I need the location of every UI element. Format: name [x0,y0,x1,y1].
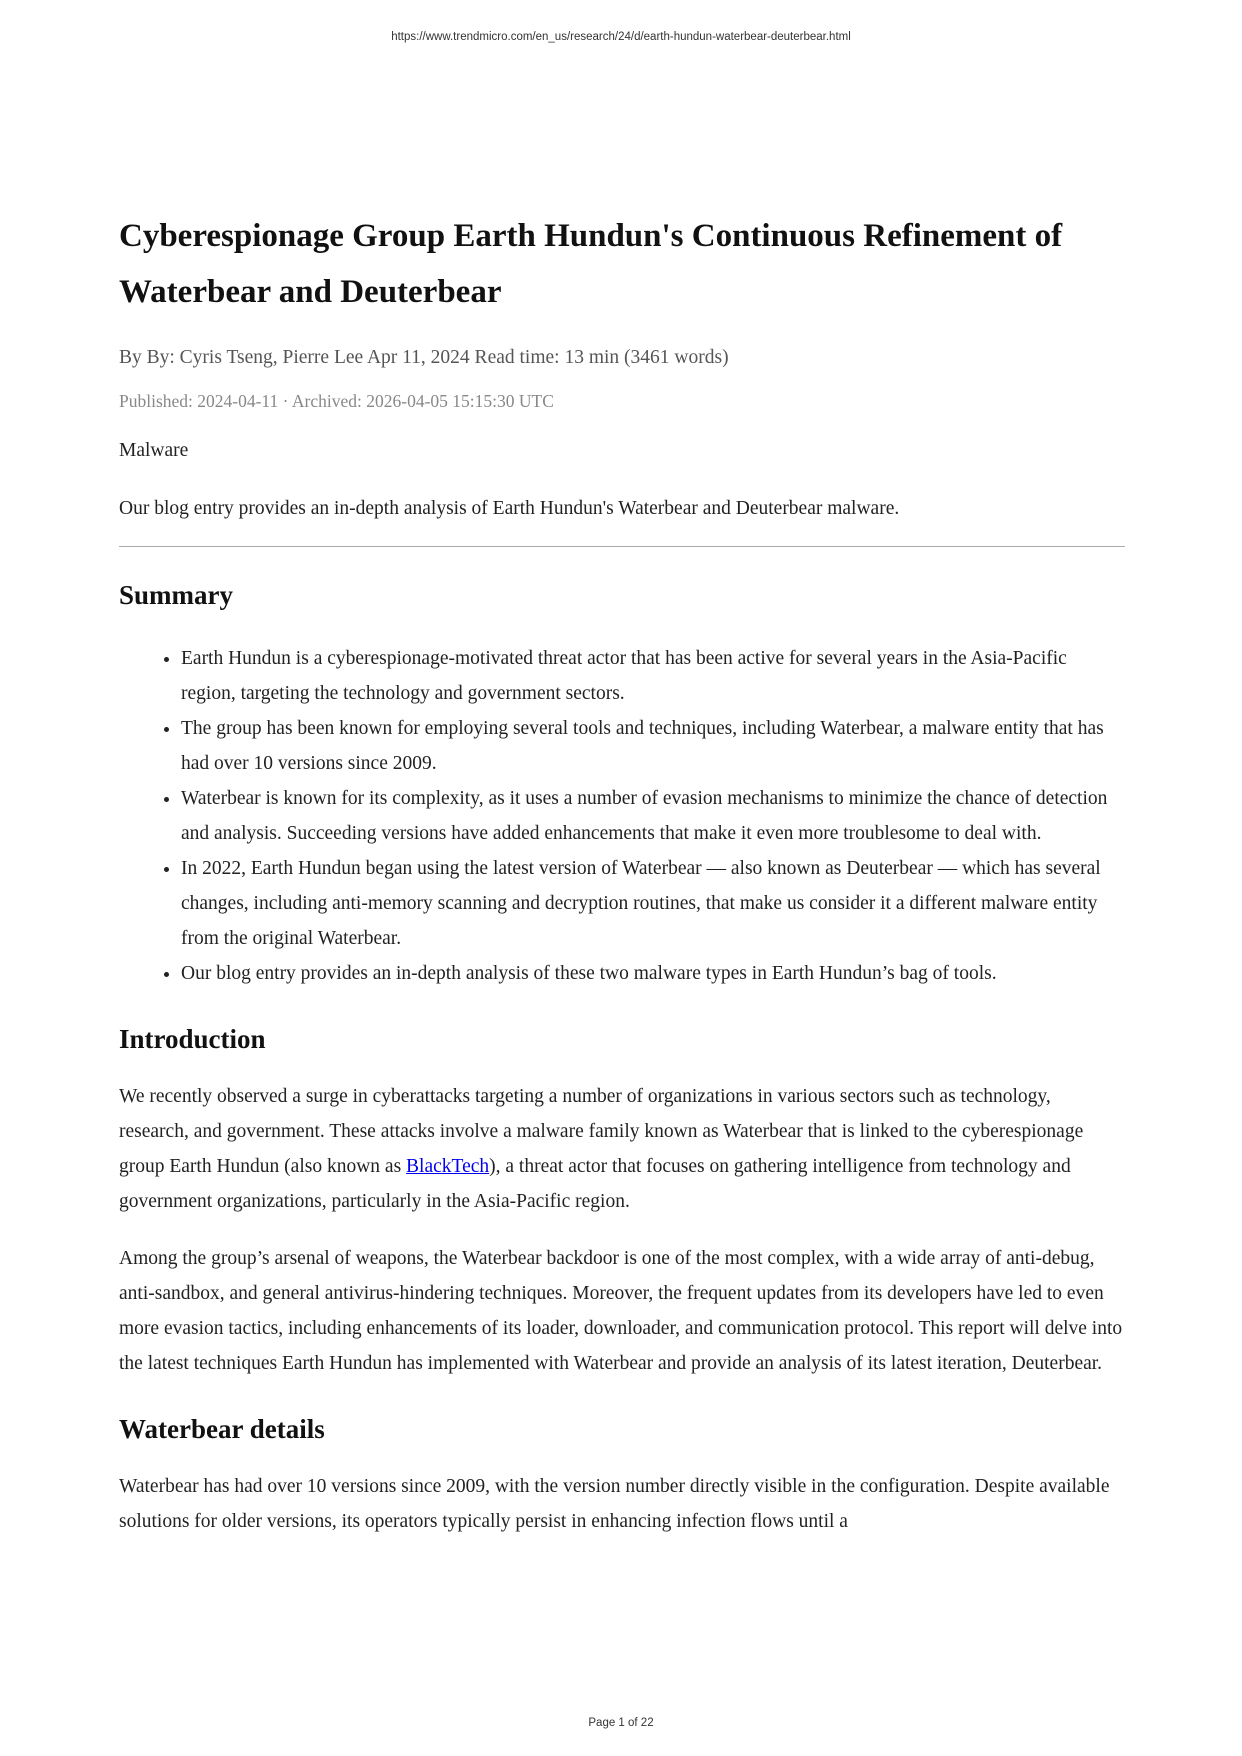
list-item: • The group has been known for employing several tools and techniques, including Waterbear, a malware entity that has had over 10 versions since 2009. [181,711,1125,781]
waterbear-details-paragraph: Waterbear has had over 10 versions since 2009, with the version number directly visible in the configuration. Despite available solutions for older versions, its operators typically persist in enhancing infection flows until a [119,1476,1110,1532]
introduction-text-after-link: ), a threat actor that focuses on gathering intelligence from technology and government organizations, particularly in the Asia-Pacific region. [119,1156,1071,1212]
summary-list [119,641,1125,991]
article [119,208,1125,1539]
article-category: Malware [119,440,189,461]
section-divider [119,546,1125,547]
article-lede: Our blog entry provides an in-depth analysis of Earth Hundun's Waterbear and Deuterbear malware. [119,498,900,519]
list-item: • In 2022, Earth Hundun began using the latest version of Waterbear — also known as Deuterbear — which has several changes, including anti-memory scanning and decryption routines, that make us consider it a different malware entity from the original Waterbear. [181,851,1125,956]
summary-heading: Summary [119,580,233,610]
page-number: Page 1 of 22 [588,1717,654,1729]
waterbear-details-heading: Waterbear details [119,1414,325,1444]
introduction-paragraph-1 [119,1079,1125,1219]
blacktech-link[interactable]: BlackTech [406,1156,490,1177]
list-item: • Waterbear is known for its complexity, as it uses a number of evasion mechanisms to minimize the chance of detection and analysis. Succeeding versions have added enhancements that make it even more troublesome to deal with. [181,781,1125,851]
introduction-heading: Introduction [119,1024,266,1054]
list-item: • Earth Hundun is a cyberespionage-motivated threat actor that has been active for several years in the Asia-Pacific region, targeting the technology and government sectors. [181,641,1125,711]
introduction-paragraph-2: Among the group’s arsenal of weapons, the Waterbear backdoor is one of the most complex, with a wide array of anti-debug, anti-sandbox, and general antivirus-hindering techniques. Moreover, the frequent updates from its developers have led to even more evasion tactics, including enhancements of its loader, downloader, and communication protocol. This report will delve into the latest techniques Earth Hundun has implemented with Waterbear and provide an analysis of its latest iteration, Deuterbear. [119,1248,1123,1374]
print-header-url: https://www.trendmicro.com/en_us/research/24/d/earth-hundun-waterbear-deuterbear.html [391,31,851,43]
archive-meta: Published: 2024-04-11 · Archived: 2026-04-05 15:15:30 UTC [119,391,554,411]
list-item: • Our blog entry provides an in-depth analysis of these two malware types in Earth Hundun’s bag of tools. [181,956,1125,991]
article-title: Cyberespionage Group Earth Hundun's Continuous Refinement of Waterbear and Deuterbear [119,218,1063,310]
introduction-text-before-link: We recently observed a surge in cyberattacks targeting a number of organizations in various sectors such as technology, research, and government. These attacks involve a malware family known as Waterbear that is linked to the cyberespionage group Earth Hundun (also known as [119,1086,1084,1177]
article-byline: By By: Cyris Tseng, Pierre Lee Apr 11, 2024 Read time: 13 min (3461 words) [119,347,729,368]
